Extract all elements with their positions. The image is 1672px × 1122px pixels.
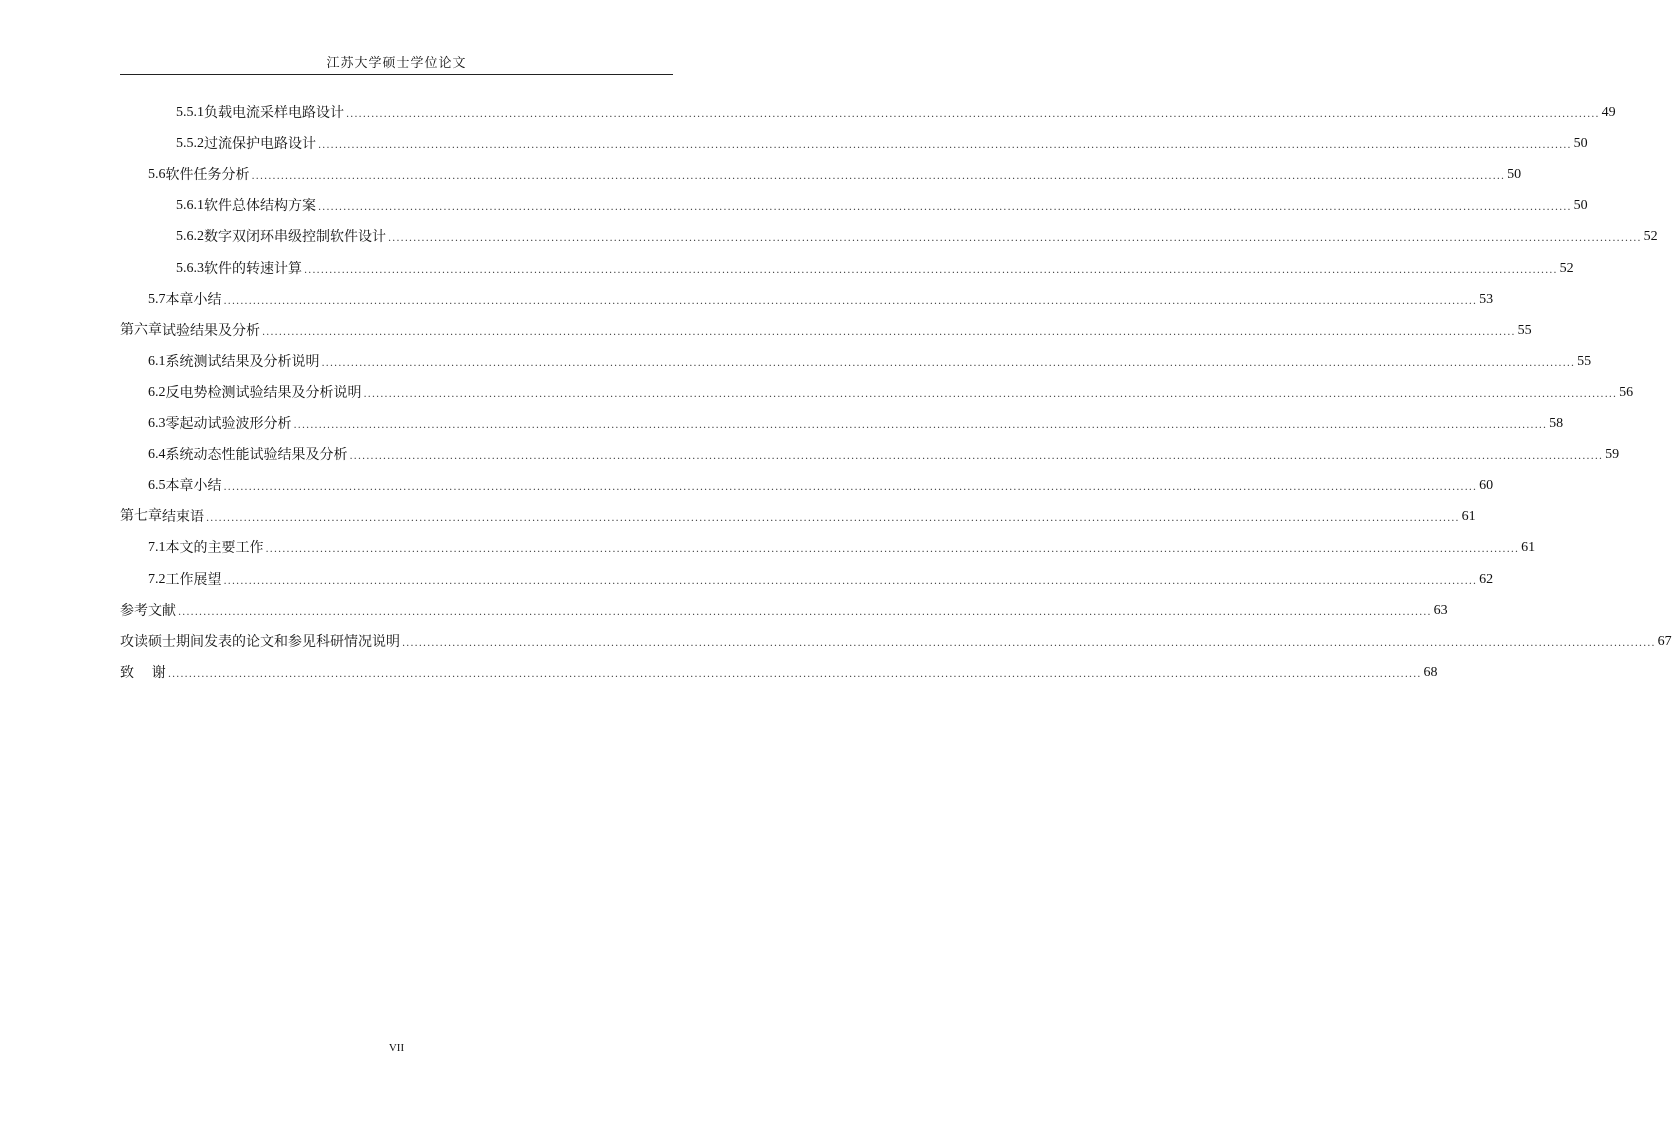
- toc-entry-page: 50: [1573, 198, 1588, 214]
- toc-entry[interactable]: [148, 473, 1494, 495]
- toc-entry-title: 本文的主要工作: [165, 540, 264, 557]
- toc-entry-title: 工作展望: [165, 571, 222, 588]
- toc-entry-title: 系统动态性能试验结果及分析: [165, 447, 348, 464]
- toc-entry-page: 59: [1605, 447, 1620, 463]
- toc-entry[interactable]: [120, 598, 1448, 620]
- toc-entry-number: 5.6: [148, 167, 166, 183]
- toc-dot-leader: ............................................................................................................................................................................................................................................................................................................: [223, 295, 1478, 307]
- toc-entry[interactable]: [148, 411, 1564, 433]
- toc-entry-number: 第七章: [120, 509, 162, 525]
- toc-entry-page: 50: [1507, 167, 1522, 183]
- toc-entry-title: 反电势检测试验结果及分析说明: [165, 384, 362, 401]
- toc-entry-title: 攻读硕士期间发表的论文和参见科研情况说明: [120, 633, 400, 650]
- toc-dot-leader: ............................................................................................................................................................................................................................................................................................................: [265, 544, 1520, 556]
- toc-entry[interactable]: [148, 287, 1494, 309]
- toc-entry[interactable]: [148, 442, 1620, 464]
- toc-entry-page: 68: [1423, 664, 1438, 680]
- toc-entry-page: 55: [1577, 353, 1592, 369]
- toc-dot-leader: ............................................................................................................................................................................................................................................................................................................: [321, 357, 1576, 369]
- toc-entry-number: 6.1: [148, 353, 166, 369]
- toc-entry[interactable]: [176, 256, 1574, 278]
- toc-dot-leader: ............................................................................................................................................................................................................................................................................................................: [349, 451, 1604, 463]
- toc-dot-leader: ............................................................................................................................................................................................................................................................................................................: [206, 513, 1460, 525]
- toc-entry-title: 本章小结: [165, 291, 222, 308]
- toc-entry-number: 5.5.1: [176, 105, 204, 120]
- toc-entry-page: 62: [1479, 571, 1494, 587]
- toc-entry-number: 6.4: [148, 447, 166, 463]
- toc-entry-page: 58: [1549, 416, 1564, 431]
- toc-entry-page: 60: [1479, 478, 1494, 494]
- toc-entry-title: 软件总体结构方案: [204, 198, 316, 215]
- toc-dot-leader: ............................................................................................................................................................................................................................................................................................................: [223, 482, 1478, 494]
- toc-entry[interactable]: [148, 535, 1536, 557]
- toc-dot-leader: ............................................................................................................................................................................................................................................................................................................: [223, 575, 1478, 587]
- toc-entry[interactable]: [176, 131, 1588, 153]
- toc-entry-title: 参考文献: [120, 602, 176, 619]
- toc-entry[interactable]: [176, 100, 1616, 122]
- toc-entry-number: 6.2: [148, 384, 166, 400]
- toc-entry[interactable]: [120, 504, 1476, 526]
- toc-entry-page: 49: [1601, 105, 1616, 120]
- toc-entry-title: 软件的转速计算: [204, 260, 302, 277]
- toc-entry-page: 63: [1433, 602, 1448, 618]
- toc-entry[interactable]: [120, 318, 1532, 340]
- toc-entry-title: 系统测试结果及分析说明: [165, 353, 320, 370]
- toc-entry-number: 7.1: [148, 540, 166, 556]
- toc-entry-number: 5.5.2: [176, 136, 204, 152]
- toc-entry-title: 结束语: [162, 509, 204, 526]
- toc-entry-number: 5.6.3: [176, 260, 204, 276]
- toc-entry[interactable]: [120, 660, 1438, 682]
- toc-entry-number: 5.6.1: [176, 198, 204, 214]
- header-rule: [120, 74, 673, 75]
- toc-entry-page: 61: [1461, 509, 1476, 525]
- toc-entry[interactable]: [148, 380, 1634, 402]
- toc-entry-number: 7.2: [148, 571, 166, 587]
- toc-entry-page: 56: [1619, 384, 1634, 400]
- toc-dot-leader: ............................................................................................................................................................................................................................................................................................................: [304, 264, 1558, 276]
- toc-dot-leader: ............................................................................................................................................................................................................................................................................................................: [318, 202, 1572, 214]
- toc-entry[interactable]: [120, 629, 1672, 651]
- toc-dot-leader: ............................................................................................................................................................................................................................................................................................................: [346, 109, 1600, 120]
- toc-entry-number: 5.6.2: [176, 229, 204, 245]
- toc-entry-title: 本章小结: [165, 478, 222, 495]
- toc-entry-page: 50: [1573, 136, 1588, 152]
- toc-entry-number: 5.7: [148, 291, 166, 307]
- toc-entry[interactable]: [148, 567, 1494, 589]
- toc-entry-page: 61: [1521, 540, 1536, 556]
- toc-entry-title: 过流保护电路设计: [204, 136, 316, 153]
- toc-entry[interactable]: [148, 349, 1592, 371]
- toc-entry-title: 负载电流采样电路设计: [204, 105, 344, 121]
- toc-entry-page: 52: [1559, 260, 1574, 276]
- toc-dot-leader: ............................................................................................................................................................................................................................................................................................................: [167, 668, 1422, 680]
- page-number: VII: [388, 1042, 405, 1054]
- toc-dot-leader: ............................................................................................................................................................................................................................................................................................................: [178, 606, 1432, 618]
- toc-dot-leader: ............................................................................................................................................................................................................................................................................................................: [251, 171, 1506, 183]
- toc-dot-leader: ............................................................................................................................................................................................................................................................................................................: [402, 637, 1656, 649]
- toc-entry-title: 试验结果及分析: [162, 322, 260, 339]
- toc-dot-leader: ............................................................................................................................................................................................................................................................................................................: [318, 140, 1572, 152]
- toc-entry-title: 零起动试验波形分析: [165, 416, 292, 432]
- toc-dot-leader: ............................................................................................................................................................................................................................................................................................................: [363, 388, 1618, 400]
- toc-entry-page: 55: [1517, 322, 1532, 338]
- toc-dot-leader: ............................................................................................................................................................................................................................................................................................................: [388, 233, 1642, 245]
- toc-entry-page: 67: [1657, 633, 1672, 649]
- toc-entry[interactable]: [176, 224, 1658, 246]
- toc-entry-number: 6.5: [148, 478, 166, 494]
- toc-entry-number: 6.3: [148, 416, 166, 431]
- toc-dot-leader: ............................................................................................................................................................................................................................................................................................................: [293, 420, 1548, 431]
- toc-entry-number: 第六章: [120, 322, 162, 338]
- toc-entry-title: 软件任务分析: [165, 167, 250, 184]
- toc-entry-title: 致 谢: [120, 664, 166, 681]
- running-header: 江苏大学硕士学位论文: [326, 56, 467, 71]
- toc-entry-page: 52: [1643, 229, 1658, 245]
- toc-entry[interactable]: [148, 162, 1522, 184]
- toc-entry[interactable]: [176, 193, 1588, 215]
- toc-entry-title: 数字双闭环串级控制软件设计: [204, 229, 386, 246]
- toc-entry-page: 53: [1479, 291, 1494, 307]
- toc-dot-leader: ............................................................................................................................................................................................................................................................................................................: [262, 326, 1516, 338]
